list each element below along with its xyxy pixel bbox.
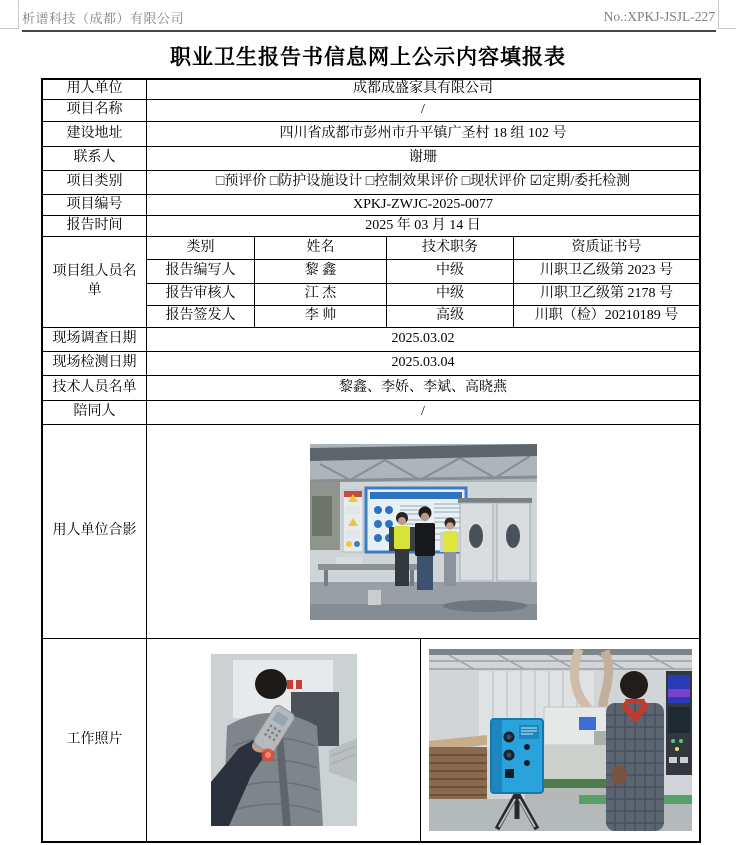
top-left-margin-mark: [0, 0, 19, 29]
member-name: 黎 鑫: [255, 260, 387, 284]
member-role: 报告签发人: [147, 306, 255, 328]
work-photo-2-cell: [421, 639, 699, 841]
address-label: 建设地址: [43, 122, 147, 147]
row-contact: [43, 147, 699, 171]
row-project-no: [43, 195, 699, 216]
tech-staff-value: 黎鑫、李娇、李斌、高晓燕: [147, 376, 699, 401]
member-role: 报告编写人: [147, 260, 255, 284]
project-no-value: XPKJ-ZWJC-2025-0077: [147, 195, 699, 216]
team-col-cert: 资质证书号: [514, 237, 699, 260]
row-test-date: [43, 352, 699, 376]
member-cert: 川职（检）20210189 号: [514, 306, 699, 328]
team-member-row: [147, 306, 699, 328]
member-title: 高级: [387, 306, 514, 328]
top-right-margin-mark: [718, 0, 736, 29]
address-value: 四川省成都市彭州市升平镇广圣村 18 组 102 号: [147, 122, 699, 147]
employer-value: 成都成盛家具有限公司: [147, 80, 699, 100]
team-member-row: [147, 284, 699, 306]
member-cert: 川职卫乙级第 2023 号: [514, 260, 699, 284]
blue-instrument: [491, 719, 543, 793]
group-photo-cell: [147, 425, 699, 639]
header-doc-number: No.:XPKJ-JSJL-227: [603, 9, 715, 24]
row-escort: [43, 401, 699, 425]
header-company-name: 析谱科技（成都）有限公司: [22, 11, 185, 26]
row-employer: [43, 80, 699, 100]
control-screens: [666, 671, 692, 775]
header-rule: [22, 30, 716, 32]
group-photo-label: 用人单位合影: [43, 425, 147, 639]
team-member-row: [147, 260, 699, 284]
member-role: 报告审核人: [147, 284, 255, 306]
row-project-name: [43, 100, 699, 122]
test-date-value: 2025.03.04: [147, 352, 699, 376]
page-title: 职业卫生报告书信息网上公示内容填报表: [170, 46, 566, 69]
member-cert: 川职卫乙级第 2178 号: [514, 284, 699, 306]
row-work-photos: [43, 639, 699, 841]
contact-label: 联系人: [43, 147, 147, 171]
row-survey-date: [43, 328, 699, 352]
escort-label: 陪同人: [43, 401, 147, 425]
member-name: 江 杰: [255, 284, 387, 306]
row-team: [43, 237, 699, 328]
report-date-value: 2025 年 03 月 14 日: [147, 216, 699, 237]
member-title: 中级: [387, 260, 514, 284]
form-table: [41, 78, 701, 843]
report-date-label: 报告时间: [43, 216, 147, 237]
survey-date-value: 2025.03.02: [147, 328, 699, 352]
work-photo-1: [211, 654, 357, 826]
tech-staff-label: 技术人员名单: [43, 376, 147, 401]
test-date-label: 现场检测日期: [43, 352, 147, 376]
contact-value: 谢珊: [147, 147, 699, 171]
team-subtable: [147, 237, 699, 328]
row-group-photo: [43, 425, 699, 639]
work-photo-1-cell: [147, 639, 421, 841]
employer-label: 用人单位: [43, 80, 147, 100]
escort-value: /: [147, 401, 699, 425]
row-tech-staff: [43, 376, 699, 401]
project-name-value: /: [147, 100, 699, 122]
category-checkboxes: □预评价 □防护设施设计 □控制效果评价 □现状评价 ☑定期/委托检测: [147, 171, 699, 195]
team-header-row: [147, 237, 699, 260]
member-name: 李 帅: [255, 306, 387, 328]
project-no-label: 项目编号: [43, 195, 147, 216]
work-photos-label: 工作照片: [43, 639, 147, 841]
category-label: 项目类别: [43, 171, 147, 195]
group-photo: [310, 444, 537, 620]
survey-date-label: 现场调查日期: [43, 328, 147, 352]
sign-column: [343, 490, 363, 552]
member-title: 中级: [387, 284, 514, 306]
work-photo-2: [429, 649, 692, 831]
team-col-name: 姓名: [255, 237, 387, 260]
team-col-title: 技术职务: [387, 237, 514, 260]
row-category: [43, 171, 699, 195]
row-address: [43, 122, 699, 147]
team-col-role: 类别: [147, 237, 255, 260]
team-label: 项目组人员名单: [43, 237, 147, 328]
project-name-label: 项目名称: [43, 100, 147, 122]
row-report-date: [43, 216, 699, 237]
